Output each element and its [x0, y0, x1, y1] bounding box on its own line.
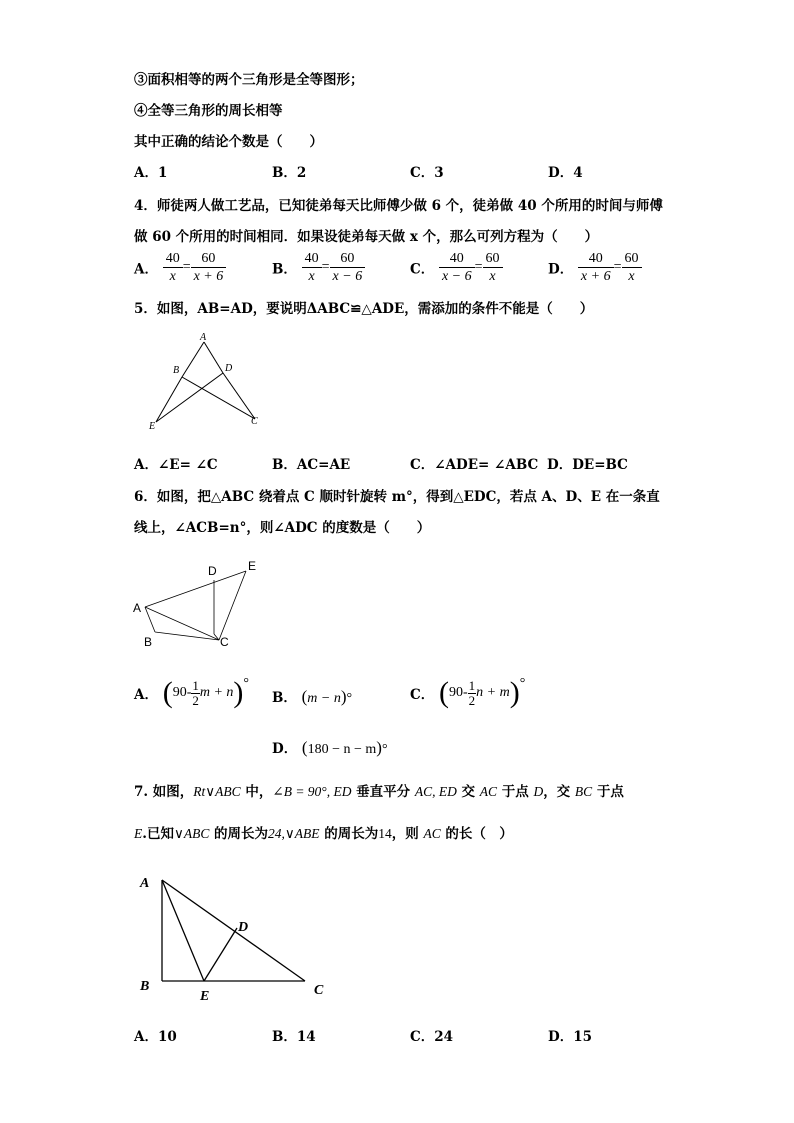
q7-point-d: D [238, 920, 249, 935]
q5-option-a[interactable]: A．∠E= ∠C [134, 457, 218, 473]
q7-text-line1: 7. 如图，Rt∨ABC 中，∠B = 90°, ED 垂直平分 AC, ED 交 AC 于点 D，交 BC 于点 [134, 784, 624, 800]
q7-option-a[interactable]: A．10 [134, 1029, 177, 1045]
q4-option-a-label: A． [134, 261, 158, 278]
q4-d-frac-right: $\frac{60}{x}$ [622, 250, 642, 285]
q4-option-c[interactable]: C． $\frac{40}{x - 6}$ = $\frac{60}{x}$ [410, 250, 503, 285]
q5-point-c: C [251, 416, 258, 427]
q4-option-b[interactable]: B． $\frac{40}{x}$ = $\frac{60}{x - 6}$ [272, 250, 365, 285]
q6-point-e: E [248, 559, 257, 573]
q7-option-c[interactable]: C．24 [410, 1029, 454, 1045]
q7-option-d[interactable]: D．15 [548, 1029, 592, 1045]
q5-point-d: D [225, 363, 233, 374]
q6-option-b-label: B． [272, 690, 297, 706]
q4-option-c-label: C． [410, 261, 435, 278]
statement-3: ③面积相等的两个三角形是全等图形； [134, 72, 364, 88]
q6-point-a: A [133, 601, 142, 615]
q6-option-a[interactable]: A． (90- $\frac{1}{2}$ m + n)° [134, 676, 250, 709]
q7-point-b: B [140, 979, 150, 994]
question-3-prompt: 其中正确的结论个数是（ ） [134, 134, 323, 150]
q5-figure [140, 330, 270, 435]
q4-option-d[interactable]: D． $\frac{40}{x + 6}$ = $\frac{60}{x}$ [548, 250, 642, 285]
q5-point-b: B [173, 365, 180, 376]
q4-text-line1: 4．师徒两人做工艺品，已知徒弟每天比师傅少做 6 个，徒弟做 40 个所用的时间与师傅 [134, 198, 663, 214]
q4-c-frac-right: $\frac{60}{x}$ [483, 250, 503, 285]
q4-text-line2: 做 60 个所用的时间相同．如果设徒弟每天做 x 个，那么可列方程为（ ） [134, 229, 599, 245]
q6-option-d[interactable]: D． (180 − n − m)° [272, 738, 388, 757]
q6-point-b: B [144, 635, 153, 649]
q3-option-a[interactable]: A．1 [134, 165, 168, 181]
q4-a-frac-right: $\frac{60}{x + 6}$ [191, 250, 227, 285]
q6-option-c[interactable]: C． (90- $\frac{1}{2}$ n + m)° [410, 676, 526, 709]
q4-option-d-label: D． [548, 261, 574, 278]
q6-text-line2: 线上，∠ACB=n°，则∠ADC 的度数是（ ） [134, 520, 431, 536]
q6-figure [128, 556, 268, 652]
q4-c-frac-left: $\frac{40}{x - 6}$ [439, 250, 475, 285]
q4-a-frac-left: $\frac{40}{x}$ [163, 250, 183, 285]
q7-point-c: C [314, 983, 324, 998]
q5-point-a: A [200, 332, 207, 343]
q5-point-e: E [149, 421, 156, 432]
q7-point-e: E [200, 989, 210, 1004]
q6-option-c-label: C． [410, 687, 435, 703]
q3-option-d[interactable]: D．4 [548, 165, 583, 181]
q6-option-a-label: A． [134, 687, 158, 703]
q6-option-b[interactable]: B． (m − n)° [272, 687, 353, 706]
q6-text-line1: 6．如图，把△ABC 绕着点 C 顺时针旋转 m°，得到△EDC，若点 A、D、E 在一条直 [134, 489, 660, 505]
q7-point-a: A [140, 876, 150, 891]
q5-option-d[interactable]: D．DE=BC [547, 457, 628, 473]
q4-option-a[interactable]: A． $\frac{40}{x}$ = $\frac{60}{x + 6}$ [134, 250, 226, 285]
q6-point-c: C [220, 635, 229, 649]
q6-option-d-label: D． [272, 741, 298, 757]
q5-option-c[interactable]: C．∠ADE= ∠ABC [410, 457, 539, 473]
q7-text-line2: E.已知∨ABC 的周长为24,∨ABE 的周长为14，则 AC 的长（ ） [134, 826, 513, 842]
q4-option-b-label: B． [272, 261, 297, 278]
q7-figure [134, 868, 334, 1008]
q5-option-b[interactable]: B．AC=AE [272, 457, 351, 473]
q7-option-b[interactable]: B．14 [272, 1029, 316, 1045]
q3-option-b[interactable]: B．2 [272, 165, 307, 181]
q4-b-frac-left: $\frac{40}{x}$ [302, 250, 322, 285]
q4-d-frac-left: $\frac{40}{x + 6}$ [578, 250, 614, 285]
q5-text: 5．如图，AB=AD，要说明ΔABC≌△ADE，需添加的条件不能是（ ） [134, 301, 594, 317]
statement-4: ④全等三角形的周长相等 [134, 103, 283, 119]
q4-b-frac-right: $\frac{60}{x - 6}$ [330, 250, 366, 285]
q3-option-c[interactable]: C．3 [410, 165, 444, 181]
q6-point-d: D [208, 564, 217, 578]
